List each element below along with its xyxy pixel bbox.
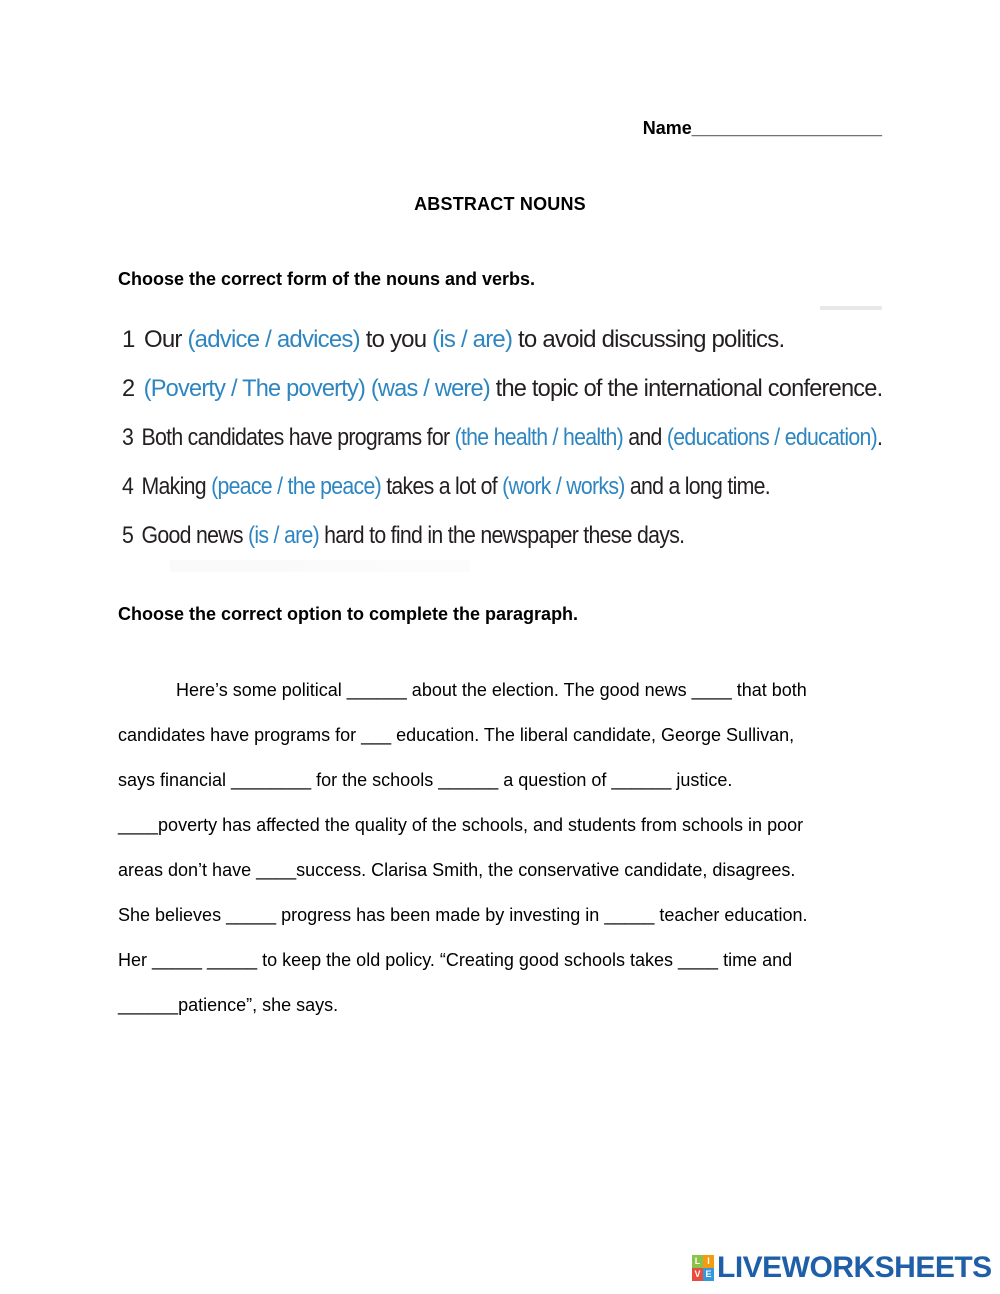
exercise-text: . [877,424,883,451]
paragraph-line-text: says financial ________ for the schools ______ a question of ______ justice. [118,770,733,790]
answer-choice[interactable]: (peace / the peace) [211,473,381,500]
paragraph-line [118,803,888,848]
faded-scan-artifact [170,560,470,572]
exercise-item [122,367,965,416]
answer-choice[interactable]: (is / are) [432,326,513,353]
paragraph-line-text: ______patience”, she says. [118,995,339,1015]
instruction-paragraph: Choose the correct option to complete the paragraph. [118,604,579,624]
paragraph-line-text: She believes _____ progress has been made by investing in _____ teacher education. [118,905,808,925]
answer-choice[interactable]: (Poverty / The poverty) (was / were) [143,375,490,402]
page-title: ABSTRACT NOUNS [414,194,586,214]
paragraph-line [118,713,888,758]
exercise-item [122,514,882,563]
exercise-item-number: 4 [122,473,134,500]
answer-choice[interactable]: (educations / education) [666,424,878,451]
exercise-text: Good news [141,522,248,549]
answer-choice[interactable]: (is / are) [247,522,319,549]
exercise-text: the topic of the international conference. [489,375,883,402]
exercise-list [122,318,979,563]
answer-choice[interactable]: (the health / health) [454,424,624,451]
paragraph-line-text: candidates have programs for ___ education. The liberal candidate, George Sullivan, [118,725,795,745]
exercise-text: to you [359,326,433,353]
liveworksheets-logo-icon [692,1255,714,1281]
exercise-item [122,416,882,465]
logo-icon-letter: L [692,1255,703,1268]
name-field-label: Name___________________ [642,118,882,138]
exercise-item-number: 3 [122,424,134,451]
decorative-divider [820,306,882,310]
exercise-text: Both candidates have programs for [141,424,455,451]
logo-icon-letter: V [692,1268,703,1281]
exercise-item-number: 5 [122,522,134,549]
paragraph-line [118,848,888,893]
exercise-item [122,318,979,367]
exercise-item-number: 2 [122,375,135,402]
exercise-text: hard to find in the newspaper these days. [318,522,685,549]
exercise-text: and a long time. [624,473,770,500]
paragraph-line [118,983,888,1028]
paragraph-line-text: Her _____ _____ to keep the old policy. “Creating good schools takes ____ time and [118,950,793,970]
fill-in-paragraph [118,668,888,1028]
exercise-text: to avoid discussing politics. [512,326,785,353]
exercise-text: and [623,424,667,451]
exercise-item [122,465,882,514]
liveworksheets-logo-text: LIVEWORKSHEETS [717,1251,992,1284]
exercise-text: takes a lot of [380,473,503,500]
paragraph-line-text: Here’s some political ______ about the election. The good news ____ that both [176,680,807,700]
exercise-text: Our [144,326,188,353]
answer-choice[interactable]: (work / works) [502,473,625,500]
exercise-item-number: 1 [122,326,135,353]
paragraph-line [118,758,888,803]
paragraph-line [118,668,888,713]
exercise-text: Making [141,473,212,500]
logo-icon-letter: E [703,1268,714,1281]
answer-choice[interactable]: (advice / advices) [187,326,360,353]
paragraph-line-text: ____poverty has affected the quality of the schools, and students from schools in poor [118,815,804,835]
paragraph-line [118,893,888,938]
logo-icon-letter: I [703,1255,714,1268]
paragraph-line [118,938,888,983]
liveworksheets-logo [692,1250,992,1286]
instruction-nouns-verbs: Choose the correct form of the nouns and verbs. [118,269,536,289]
paragraph-line-text: areas don’t have ____success. Clarisa Smith, the conservative candidate, disagrees. [118,860,796,880]
